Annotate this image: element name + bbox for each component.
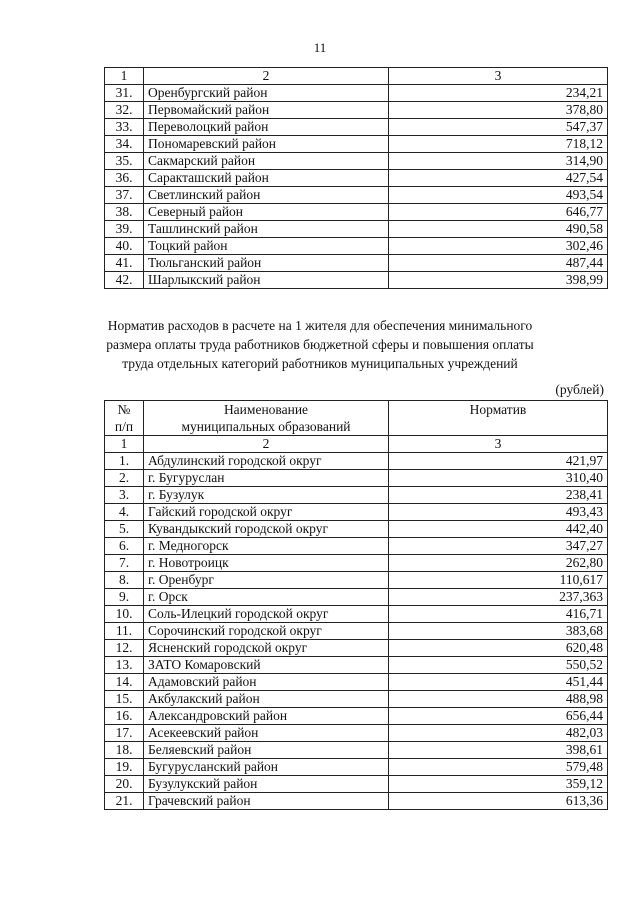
row-name: Соль-Илецкий городской округ <box>144 606 389 623</box>
row-name: Асекеевский район <box>144 725 389 742</box>
row-number: 8. <box>105 572 144 589</box>
row-name: Ташлинский район <box>144 221 389 238</box>
table-row <box>105 238 608 255</box>
row-value: 493,43 <box>389 504 608 521</box>
row-value: 550,52 <box>389 657 608 674</box>
row-name: Тюльганский район <box>144 255 389 272</box>
table-row <box>105 759 608 776</box>
row-name: Шарлыкский район <box>144 272 389 289</box>
row-value: 359,12 <box>389 776 608 793</box>
column-value-header: 3 <box>389 436 608 453</box>
table-row <box>105 538 608 555</box>
row-name: г. Орск <box>144 589 389 606</box>
table-row <box>105 221 608 238</box>
row-value: 620,48 <box>389 640 608 657</box>
row-value: 421,97 <box>389 453 608 470</box>
row-name: Северный район <box>144 204 389 221</box>
table-header-row <box>105 68 608 85</box>
row-value: 427,54 <box>389 170 608 187</box>
table-row <box>105 504 608 521</box>
row-number: 36. <box>105 170 144 187</box>
table-row <box>105 153 608 170</box>
caption-line: размера оплаты труда работников бюджетной сферы и повышения оплаты <box>106 337 534 352</box>
row-name: Сакмарский район <box>144 153 389 170</box>
row-name: Грачевский район <box>144 793 389 810</box>
table-row <box>105 725 608 742</box>
row-number: 42. <box>105 272 144 289</box>
row-value: 347,27 <box>389 538 608 555</box>
column-number-title-line: № <box>117 402 131 417</box>
table-row <box>105 487 608 504</box>
row-number: 5. <box>105 521 144 538</box>
table-row <box>105 85 608 102</box>
row-name: Бузулукский район <box>144 776 389 793</box>
table-row <box>105 102 608 119</box>
row-value: 442,40 <box>389 521 608 538</box>
row-number: 1. <box>105 453 144 470</box>
row-name: Пономаревский район <box>144 136 389 153</box>
column-number-header: 1 <box>105 68 144 85</box>
row-value: 613,36 <box>389 793 608 810</box>
row-number: 6. <box>105 538 144 555</box>
row-name: Переволоцкий район <box>144 119 389 136</box>
table-row <box>105 204 608 221</box>
table-row <box>105 708 608 725</box>
row-value: 547,37 <box>389 119 608 136</box>
column-value-title: Норматив <box>389 401 608 436</box>
row-name: Абдулинский городской округ <box>144 453 389 470</box>
row-name: Саракташский район <box>144 170 389 187</box>
column-name-title-line: Наименование <box>223 402 309 417</box>
table-row <box>105 674 608 691</box>
table-continuation <box>104 67 608 289</box>
row-number: 10. <box>105 606 144 623</box>
row-name: Ясненский городской округ <box>144 640 389 657</box>
table-row <box>105 572 608 589</box>
row-number: 41. <box>105 255 144 272</box>
row-name: Акбулакский район <box>144 691 389 708</box>
row-name: Кувандыкский городской округ <box>144 521 389 538</box>
table-header-row <box>105 436 608 453</box>
column-value-header: 3 <box>389 68 608 85</box>
table-row <box>105 170 608 187</box>
table-row <box>105 742 608 759</box>
row-number: 11. <box>105 623 144 640</box>
row-name: Гайский городской округ <box>144 504 389 521</box>
table-row <box>105 793 608 810</box>
table-row <box>105 691 608 708</box>
row-value: 398,61 <box>389 742 608 759</box>
row-value: 234,21 <box>389 85 608 102</box>
row-number: 12. <box>105 640 144 657</box>
row-value: 718,12 <box>389 136 608 153</box>
row-value: 656,44 <box>389 708 608 725</box>
normative-table <box>104 400 608 810</box>
table-row <box>105 657 608 674</box>
row-name: Бугурусланский район <box>144 759 389 776</box>
row-number: 32. <box>105 102 144 119</box>
row-name: Сорочинский городской округ <box>144 623 389 640</box>
row-name: Светлинский район <box>144 187 389 204</box>
table-row <box>105 776 608 793</box>
row-value: 487,44 <box>389 255 608 272</box>
column-number-header: 1 <box>105 436 144 453</box>
row-name: г. Оренбург <box>144 572 389 589</box>
column-name-title <box>144 401 389 436</box>
row-number: 40. <box>105 238 144 255</box>
column-name-title-line: муниципальных образований <box>181 419 351 434</box>
column-number-title <box>105 401 144 436</box>
table-row <box>105 555 608 572</box>
caption-line: труда отдельных категорий работников муниципальных учреждений <box>122 356 518 371</box>
row-value: 110,617 <box>389 572 608 589</box>
row-value: 482,03 <box>389 725 608 742</box>
row-name: г. Бузулук <box>144 487 389 504</box>
row-value: 490,58 <box>389 221 608 238</box>
table-row <box>105 255 608 272</box>
row-number: 2. <box>105 470 144 487</box>
row-value: 314,90 <box>389 153 608 170</box>
row-number: 33. <box>105 119 144 136</box>
row-number: 3. <box>105 487 144 504</box>
row-name: Александровский район <box>144 708 389 725</box>
row-number: 18. <box>105 742 144 759</box>
row-number: 37. <box>105 187 144 204</box>
row-value: 646,77 <box>389 204 608 221</box>
row-number: 13. <box>105 657 144 674</box>
row-value: 310,40 <box>389 470 608 487</box>
row-number: 39. <box>105 221 144 238</box>
table-row <box>105 119 608 136</box>
table-row <box>105 272 608 289</box>
row-value: 398,99 <box>389 272 608 289</box>
row-value: 451,44 <box>389 674 608 691</box>
row-name: г. Медногорск <box>144 538 389 555</box>
row-name: Адамовский район <box>144 674 389 691</box>
row-value: 493,54 <box>389 187 608 204</box>
row-value: 383,68 <box>389 623 608 640</box>
row-name: ЗАТО Комаровский <box>144 657 389 674</box>
row-name: Оренбургский район <box>144 85 389 102</box>
column-number-title-line: п/п <box>114 419 134 434</box>
row-value: 488,98 <box>389 691 608 708</box>
row-name: г. Новотроицк <box>144 555 389 572</box>
row-number: 16. <box>105 708 144 725</box>
row-number: 31. <box>105 85 144 102</box>
row-number: 15. <box>105 691 144 708</box>
table-row <box>105 623 608 640</box>
table-row <box>105 640 608 657</box>
row-name: Беляевский район <box>144 742 389 759</box>
page-number: 11 <box>313 40 327 55</box>
column-name-header: 2 <box>144 68 389 85</box>
row-name: г. Бугуруслан <box>144 470 389 487</box>
table-row <box>105 136 608 153</box>
row-number: 35. <box>105 153 144 170</box>
row-number: 34. <box>105 136 144 153</box>
row-value: 416,71 <box>389 606 608 623</box>
row-value: 237,363 <box>389 589 608 606</box>
column-name-header: 2 <box>144 436 389 453</box>
table-row <box>105 521 608 538</box>
row-value: 579,48 <box>389 759 608 776</box>
table-row <box>105 187 608 204</box>
row-number: 19. <box>105 759 144 776</box>
row-number: 17. <box>105 725 144 742</box>
caption-line: Норматив расходов в расчете на 1 жителя для обеспечения минимального <box>107 318 533 333</box>
table-row <box>105 453 608 470</box>
row-number: 21. <box>105 793 144 810</box>
row-number: 20. <box>105 776 144 793</box>
row-number: 38. <box>105 204 144 221</box>
row-value: 238,41 <box>389 487 608 504</box>
row-value: 378,80 <box>389 102 608 119</box>
table-title-row <box>105 401 608 436</box>
row-value: 302,46 <box>389 238 608 255</box>
row-number: 14. <box>105 674 144 691</box>
row-number: 7. <box>105 555 144 572</box>
units-label: (рублей) <box>555 382 604 397</box>
table-row <box>105 470 608 487</box>
table-row <box>105 606 608 623</box>
row-value: 262,80 <box>389 555 608 572</box>
row-number: 9. <box>105 589 144 606</box>
row-number: 4. <box>105 504 144 521</box>
row-name: Первомайский район <box>144 102 389 119</box>
table-row <box>105 589 608 606</box>
table-caption <box>80 316 560 373</box>
row-name: Тоцкий район <box>144 238 389 255</box>
